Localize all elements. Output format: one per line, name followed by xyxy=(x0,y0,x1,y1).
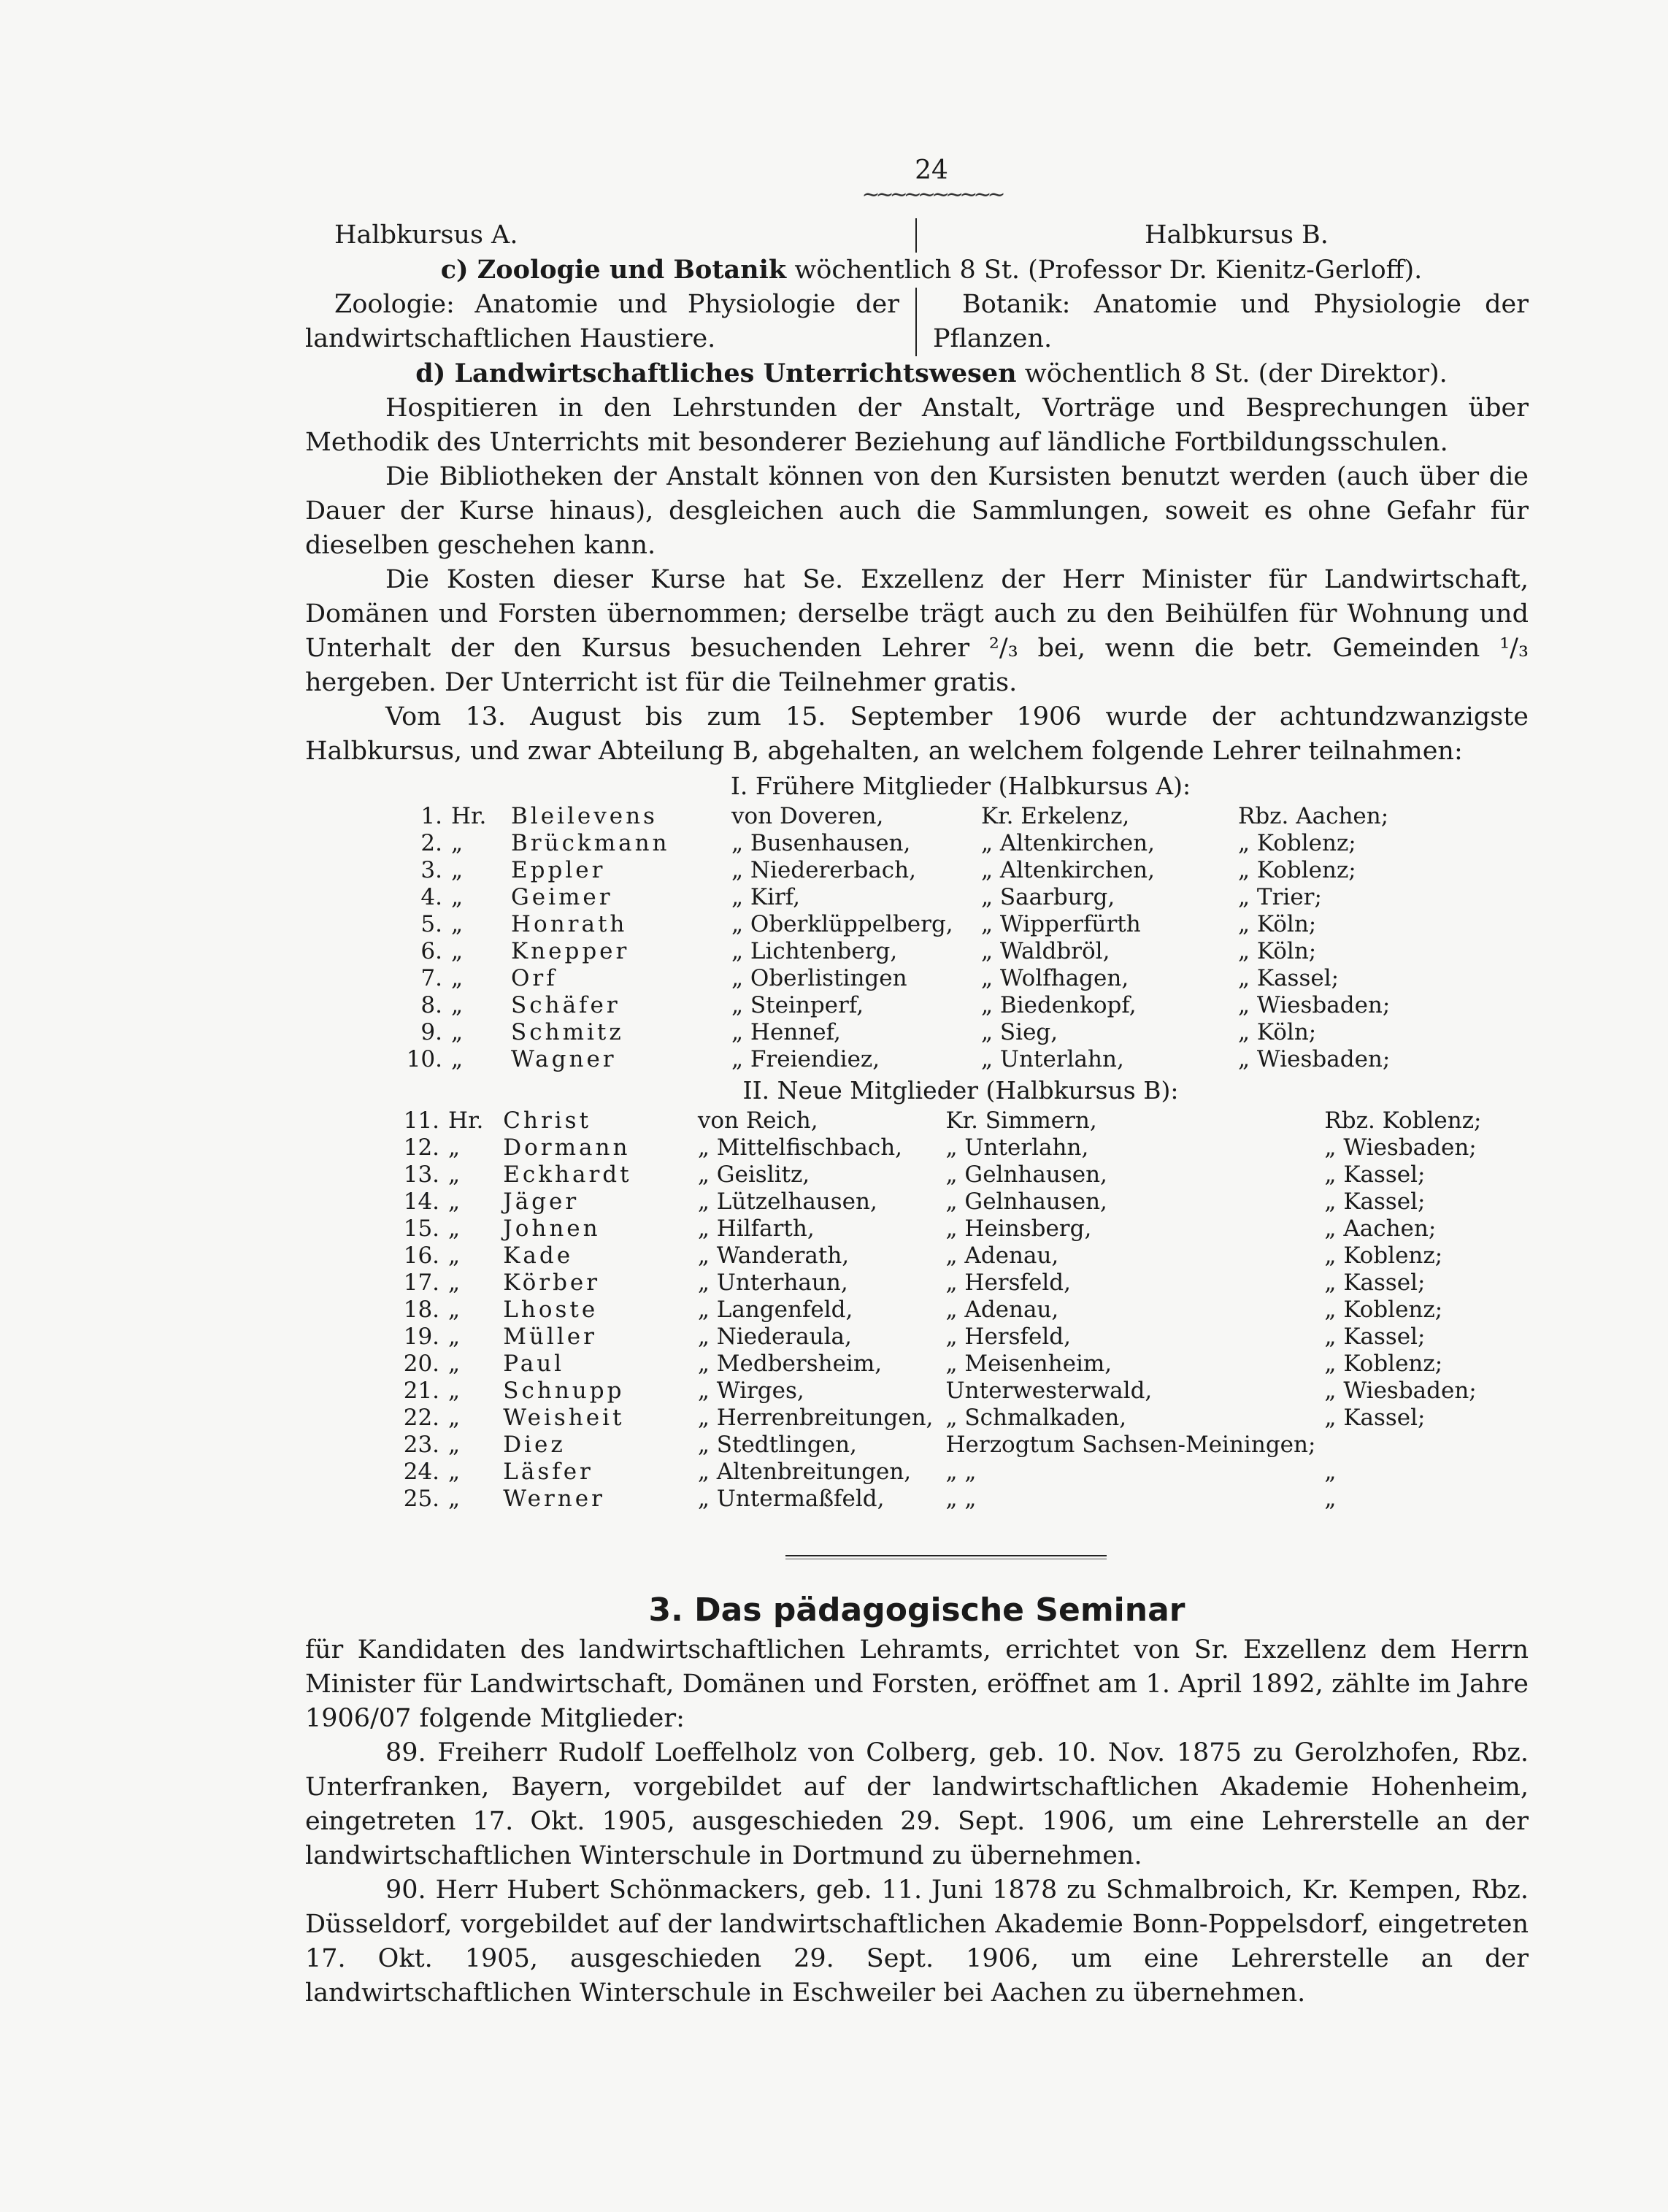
member-region: „ Köln; xyxy=(1238,938,1317,964)
member-district: „ Sieg, xyxy=(981,1019,1058,1045)
member-district: „ Altenkirchen, xyxy=(981,830,1155,856)
member-name: Diez xyxy=(503,1432,566,1458)
member-region: „ Koblenz; xyxy=(1238,830,1356,856)
member-title: „ xyxy=(451,911,464,937)
member-name: Geimer xyxy=(511,884,613,910)
seminar-entry-89: 89. Freiherr Rudolf Loeffelholz von Colberg, geb. 10. Nov. 1875 zu Gerolzhofen, Rbz. Unterfranken, Bayern, vorgebildet auf der landwirtschaftlichen Akademie Hohenheim, eingetreten 17. Okt. 1905, ausgeschieden 29. Sept. 1906, um eine Lehrerstelle an der landwirtschaftlichen Winterschule in Dortmund zu übernehmen. xyxy=(305,1738,1529,1870)
member-region: „ Koblenz; xyxy=(1324,1351,1443,1377)
member-village: „ Hennef, xyxy=(731,1019,841,1045)
member-title: „ xyxy=(451,830,464,856)
member-district: Unterwesterwald, xyxy=(945,1378,1153,1404)
member-number: 10. xyxy=(406,1046,442,1072)
member-number: 7. xyxy=(420,965,442,991)
zoology-columns xyxy=(305,288,1529,356)
table-row xyxy=(393,1459,1529,1486)
new-members-body xyxy=(393,1107,1529,1513)
member-district: „ Gelnhausen, xyxy=(945,1188,1107,1215)
agri-edu-heading-line xyxy=(334,356,1529,391)
table-row xyxy=(393,1019,1461,1046)
member-number: 1. xyxy=(420,803,442,829)
member-region: „ Aachen; xyxy=(1324,1216,1437,1242)
member-number: 12. xyxy=(403,1134,440,1161)
member-village: „ Langenfeld, xyxy=(697,1297,853,1323)
member-title: „ xyxy=(451,992,464,1018)
member-district: „ Heinsberg, xyxy=(945,1216,1092,1242)
paragraph-halbkursus: Vom 13. August bis zum 15. September 1906 wurde der achtundzwanzigste Halbkursus, und zwar Abteilung B, abgehalten, an welchem folgende Lehrer teilnahmen: xyxy=(305,702,1529,766)
member-village: „ Unterhaun, xyxy=(697,1270,848,1296)
member-name: Weisheit xyxy=(503,1405,625,1431)
member-region: „ Kassel; xyxy=(1324,1324,1426,1350)
member-region: „ Kassel; xyxy=(1324,1405,1426,1431)
member-region: „ Köln; xyxy=(1238,911,1317,937)
member-name: Eppler xyxy=(511,857,606,883)
member-name: Honrath xyxy=(511,911,628,937)
member-title: „ xyxy=(448,1270,461,1296)
halfcourse-b-title: Halbkursus B. xyxy=(1145,220,1329,250)
member-name: Eckhardt xyxy=(503,1161,632,1188)
table-row xyxy=(393,938,1461,965)
table-row xyxy=(393,1351,1529,1378)
member-village: „ Wanderath, xyxy=(697,1243,850,1269)
member-title: „ xyxy=(448,1134,461,1161)
member-name: Bleilevens xyxy=(511,803,658,829)
member-region: „ Trier; xyxy=(1238,884,1322,910)
member-region: „ Koblenz; xyxy=(1238,857,1356,883)
table-row xyxy=(393,992,1461,1019)
member-title: „ xyxy=(448,1297,461,1323)
member-district: Herzogtum Sachsen-Meiningen; xyxy=(945,1432,1316,1458)
member-title: „ xyxy=(451,938,464,964)
member-number: 21. xyxy=(403,1378,440,1404)
table-row xyxy=(393,1486,1529,1513)
member-title: „ xyxy=(448,1188,461,1215)
member-number: 11. xyxy=(403,1107,440,1134)
member-name: Läsfer xyxy=(503,1459,593,1485)
member-district: Kr. Erkelenz, xyxy=(981,803,1130,829)
member-village: „ Untermaßfeld, xyxy=(697,1486,885,1512)
member-village: „ Lützelhausen, xyxy=(697,1188,877,1215)
section-divider xyxy=(785,1555,1107,1556)
member-number: 8. xyxy=(420,992,442,1018)
table-row xyxy=(393,1405,1529,1432)
member-number: 14. xyxy=(403,1188,440,1215)
member-district: „ Wipperfürth xyxy=(981,911,1141,937)
member-name: Schnupp xyxy=(503,1378,625,1404)
member-district: „ Saarburg, xyxy=(981,884,1115,910)
member-village: „ Hilfarth, xyxy=(697,1216,815,1242)
member-district: „ „ xyxy=(945,1486,977,1512)
table-row xyxy=(393,911,1461,938)
member-name: Brückmann xyxy=(511,830,670,856)
agri-edu-rest: wöchentlich 8 St. (der Direktor). xyxy=(1024,359,1448,388)
member-name: Johnen xyxy=(503,1216,601,1242)
member-title: „ xyxy=(448,1351,461,1377)
member-district: „ Meisenheim, xyxy=(945,1351,1112,1377)
member-number: 4. xyxy=(420,884,442,910)
table-row xyxy=(393,1324,1529,1351)
member-title: „ xyxy=(448,1378,461,1404)
table-row xyxy=(393,1297,1529,1324)
table-row xyxy=(393,1243,1529,1270)
member-village: „ Kirf, xyxy=(731,884,801,910)
member-village: von Doveren, xyxy=(731,803,884,829)
member-number: 6. xyxy=(420,938,442,964)
table-row xyxy=(393,1107,1529,1134)
member-region: „ Wiesbaden; xyxy=(1324,1134,1477,1161)
seminar-title: 3. Das pädagogische Seminar xyxy=(648,1591,1185,1629)
member-village: „ Steinperf, xyxy=(731,992,864,1018)
member-number: 25. xyxy=(403,1486,440,1512)
member-name: Paul xyxy=(503,1351,565,1377)
member-number: 5. xyxy=(420,911,442,937)
member-region: „ xyxy=(1324,1486,1337,1512)
member-district: „ Altenkirchen, xyxy=(981,857,1155,883)
member-district: „ Hersfeld, xyxy=(945,1270,1071,1296)
member-village: „ Medbersheim, xyxy=(697,1351,883,1377)
member-region: „ Wiesbaden; xyxy=(1238,992,1391,1018)
member-district: Kr. Simmern, xyxy=(945,1107,1097,1134)
member-region: „ Kassel; xyxy=(1324,1161,1426,1188)
halfcourse-titles xyxy=(305,218,1529,253)
member-village: „ Niedererbach, xyxy=(731,857,916,883)
member-region: „ Koblenz; xyxy=(1324,1297,1443,1323)
member-number: 18. xyxy=(403,1297,440,1323)
member-number: 24. xyxy=(403,1459,440,1485)
table-row xyxy=(393,1270,1529,1297)
table-row xyxy=(393,830,1461,857)
member-region: „ Köln; xyxy=(1238,1019,1317,1045)
member-district: „ Adenau, xyxy=(945,1297,1059,1323)
member-title: „ xyxy=(448,1486,461,1512)
member-name: Wagner xyxy=(511,1046,617,1072)
member-name: Kade xyxy=(503,1243,574,1269)
member-name: Dormann xyxy=(503,1134,631,1161)
agri-edu-heading: d) Landwirtschaftliches Unterrichtswesen xyxy=(415,358,1017,388)
member-district: „ Wolfhagen, xyxy=(981,965,1129,991)
member-village: „ Oberlistingen xyxy=(731,965,907,991)
paragraph-bibliotheken: Die Bibliotheken der Anstalt können von den Kursisten benutzt werden (auch über die Dauer der Kurse hinaus), desgleichen auch die Sammlungen, soweit es ohne Gefahr für dieselben geschehen kann. xyxy=(305,462,1529,560)
zoology-right: Botanik: Anatomie und Physiologie der Pflanzen. xyxy=(933,290,1529,353)
former-members-body xyxy=(393,803,1461,1073)
member-name: Schäfer xyxy=(511,992,620,1018)
member-village: „ Wirges, xyxy=(697,1378,804,1404)
member-name: Werner xyxy=(503,1486,605,1512)
table-row xyxy=(393,884,1461,911)
member-title: „ xyxy=(451,857,464,883)
member-number: 22. xyxy=(403,1405,440,1431)
new-members-table xyxy=(393,1107,1529,1513)
member-title: „ xyxy=(448,1324,461,1350)
member-region: „ Koblenz; xyxy=(1324,1243,1443,1269)
member-name: Christ xyxy=(503,1107,592,1134)
member-village: „ Geislitz, xyxy=(697,1161,810,1188)
member-number: 17. xyxy=(403,1270,440,1296)
page-number: 24 xyxy=(915,155,948,185)
member-name: Schmitz xyxy=(511,1019,624,1045)
member-village: „ Niederaula, xyxy=(697,1324,852,1350)
member-title: „ xyxy=(451,965,464,991)
table-row xyxy=(393,857,1461,884)
member-district: „ Hersfeld, xyxy=(945,1324,1071,1350)
table-row xyxy=(393,1432,1529,1459)
member-number: 2. xyxy=(420,830,442,856)
member-name: Lhoste xyxy=(503,1297,599,1323)
member-village: „ Freiendiez, xyxy=(731,1046,880,1072)
member-district: „ Unterlahn, xyxy=(945,1134,1089,1161)
paragraph-hospitieren: Hospitieren in den Lehrstunden der Anstalt, Vorträge und Besprechungen über Methodik des Unterrichts mit besonderer Beziehung auf ländliche Fortbildungsschulen. xyxy=(305,393,1529,457)
member-region: „ Wiesbaden; xyxy=(1324,1378,1477,1404)
member-number: 19. xyxy=(403,1324,440,1350)
table-row xyxy=(393,1046,1461,1073)
member-title: „ xyxy=(448,1432,461,1458)
member-name: Müller xyxy=(503,1324,597,1350)
zoology-rest: wöchentlich 8 St. (Professor Dr. Kienitz-Gerloff). xyxy=(794,256,1423,285)
member-name: Körber xyxy=(503,1270,601,1296)
member-number: 23. xyxy=(403,1432,440,1458)
member-village: „ Lichtenberg, xyxy=(731,938,898,964)
member-number: 3. xyxy=(420,857,442,883)
member-region: „ Kassel; xyxy=(1324,1270,1426,1296)
seminar-entry-90: 90. Herr Hubert Schönmackers, geb. 11. Juni 1878 zu Schmalbroich, Kr. Kempen, Rbz. Düsseldorf, vorgebildet auf der landwirtschaftlichen Akademie Bonn-Poppelsdorf, eingetreten 17. Okt. 1905, ausgeschieden 29. Sept. 1906, um eine Lehrerstelle an der landwirtschaftlichen Winterschule in Eschweiler bei Aachen zu übernehmen. xyxy=(305,1875,1529,2008)
member-region: „ Wiesbaden; xyxy=(1238,1046,1391,1072)
ornament-rule: ~~~~~~~~~~ xyxy=(861,182,1002,207)
member-name: Jäger xyxy=(503,1188,580,1215)
member-title: „ xyxy=(448,1216,461,1242)
member-village: „ Altenbreitungen, xyxy=(697,1459,912,1485)
table-row xyxy=(393,803,1461,830)
member-village: „ Mittelfischbach, xyxy=(697,1134,903,1161)
zoology-left: Zoologie: Anatomie und Physiologie der landwirtschaftlichen Haustiere. xyxy=(305,288,917,356)
zoology-heading: c) Zoologie und Botanik xyxy=(440,255,787,285)
table-row xyxy=(393,1134,1529,1161)
member-title: „ xyxy=(448,1161,461,1188)
member-number: 9. xyxy=(420,1019,442,1045)
paragraph-kosten: Die Kosten dieser Kurse hat Se. Exzellenz der Herr Minister für Landwirtschaft, Domänen und Forsten übernommen; derselbe trägt auch zu den Beihülfen für Wohnung und Unterhalt der den Kursus besuchenden Lehrer ²/₃ bei, wenn die betr. Gemeinden ¹/₃ hergeben. Der Unterricht ist für die Teilnehmer gratis. xyxy=(305,565,1529,697)
member-number: 20. xyxy=(403,1351,440,1377)
member-district: „ Unterlahn, xyxy=(981,1046,1124,1072)
member-district: „ Waldbröl, xyxy=(981,938,1110,964)
table-row xyxy=(393,965,1461,992)
member-title: „ xyxy=(451,884,464,910)
seminar-intro: für Kandidaten des landwirtschaftlichen Lehramts, errichtet von Sr. Exzellenz dem Herrn Minister für Landwirtschaft, Domänen und Forsten, eröffnet am 1. April 1892, zählte im Jahre 1906/07 folgende Mitglieder: xyxy=(305,1635,1529,1733)
member-village: „ Busenhausen, xyxy=(731,830,911,856)
table-row xyxy=(393,1161,1529,1188)
member-region: Rbz. Aachen; xyxy=(1238,803,1389,829)
member-region: Rbz. Koblenz; xyxy=(1324,1107,1482,1134)
member-number: 13. xyxy=(403,1161,440,1188)
member-district: „ „ xyxy=(945,1459,977,1485)
member-title: „ xyxy=(448,1243,461,1269)
member-village: von Reich, xyxy=(697,1107,818,1134)
former-members-table xyxy=(393,803,1461,1073)
member-village: „ Stedtlingen, xyxy=(697,1432,857,1458)
member-region: „ Kassel; xyxy=(1324,1188,1426,1215)
halfcourse-a-title: Halbkursus A. xyxy=(305,218,917,253)
table-row xyxy=(393,1216,1529,1243)
zoology-heading-line xyxy=(334,253,1529,288)
member-title: „ xyxy=(451,1019,464,1045)
member-number: 15. xyxy=(403,1216,440,1242)
member-name: Knepper xyxy=(511,938,630,964)
former-members-heading: I. Frühere Mitglieder (Halbkursus A): xyxy=(730,772,1191,800)
member-district: „ Adenau, xyxy=(945,1243,1059,1269)
member-village: „ Oberklüppelberg, xyxy=(731,911,953,937)
member-region: „ xyxy=(1324,1459,1337,1485)
member-number: 16. xyxy=(403,1243,440,1269)
table-row xyxy=(393,1188,1529,1216)
new-members-heading: II. Neue Mitglieder (Halbkursus B): xyxy=(742,1076,1179,1105)
page-content xyxy=(305,153,1529,2011)
member-district: „ Biedenkopf, xyxy=(981,992,1137,1018)
member-region xyxy=(1320,1432,1529,1459)
member-district: „ Schmalkaden, xyxy=(945,1405,1127,1431)
member-title: „ xyxy=(448,1405,461,1431)
table-row xyxy=(393,1378,1529,1405)
member-title: Hr. xyxy=(451,803,487,829)
member-name: Orf xyxy=(511,965,558,991)
member-title: „ xyxy=(448,1459,461,1485)
member-title: Hr. xyxy=(448,1107,484,1134)
member-title: „ xyxy=(451,1046,464,1072)
member-region: „ Kassel; xyxy=(1238,965,1340,991)
member-village: „ Herrenbreitungen, xyxy=(697,1405,934,1431)
member-district: „ Gelnhausen, xyxy=(945,1161,1107,1188)
